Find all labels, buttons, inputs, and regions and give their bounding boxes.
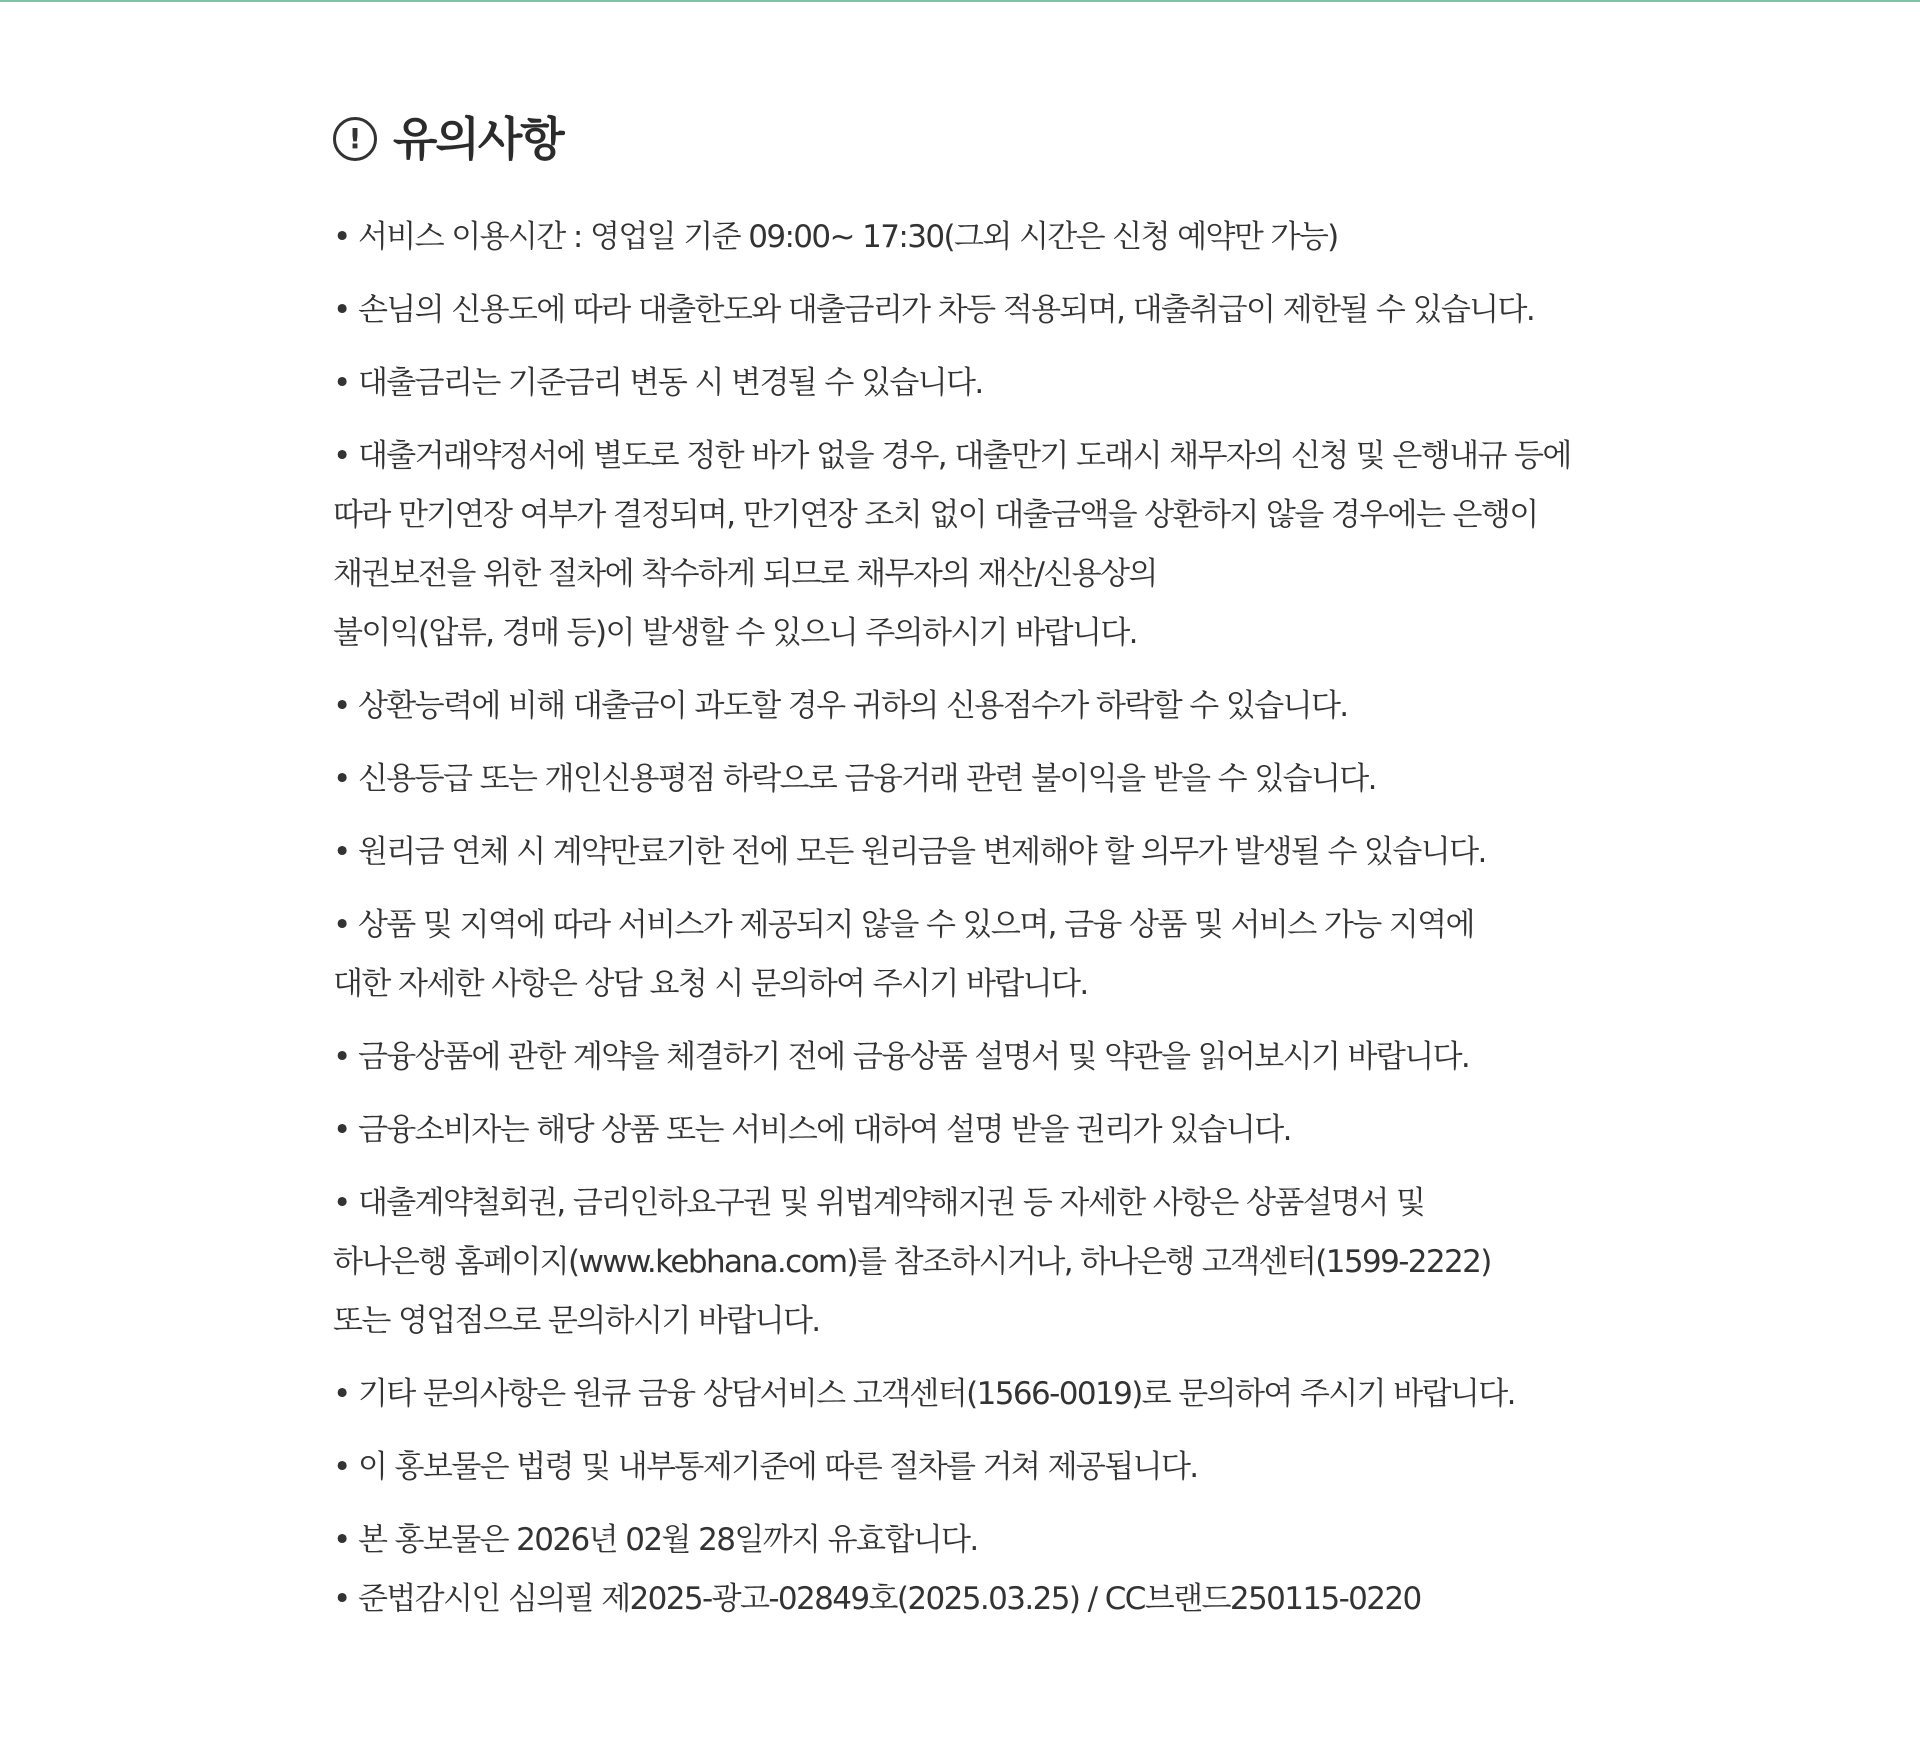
notice-header: [333, 104, 1703, 174]
notice-item-contact-center: • 기타 문의사항은 원큐 금융 상담서비스 고객센터(1566-0019)로 문의하여 주시기 바랍니다.: [333, 1376, 1515, 1412]
notice-item-withdrawal-rights: • 대출계약철회권, 금리인하요구권 및 위법계약해지권 등 자세한 사항은 상품설명서 및 하나은행 홈페이지(www.kebhana.com)를 참조하시거나, 하나은행 고객센터(1599-2222) 또는 영업점으로 문의하시기 바랍니다.: [333, 1185, 1491, 1339]
notice-item-consumer-rights: • 금융소비자는 해당 상품 또는 서비스에 대하여 설명 받을 권리가 있습니다.: [333, 1112, 1291, 1148]
notice-item-credit-score: • 상환능력에 비해 대출금이 과도할 경우 귀하의 신용점수가 하락할 수 있습니다.: [333, 688, 1348, 724]
top-divider: [0, 0, 1920, 2]
notice-item-read-terms: • 금융상품에 관한 계약을 체결하기 전에 금융상품 설명서 및 약관을 읽어보시기 바랍니다.: [333, 1039, 1470, 1075]
notice-item-overdue: • 원리금 연체 시 계약만료기한 전에 모든 원리금을 변제해야 할 의무가 발생될 수 있습니다.: [333, 834, 1486, 870]
notice-item-validity: • 본 홍보물은 2026년 02월 28일까지 유효합니다.: [333, 1522, 978, 1558]
notice-item-service-region: • 상품 및 지역에 따라 서비스가 제공되지 않을 수 있으며, 금융 상품 및 서비스 가능 지역에 대한 자세한 사항은 상담 요청 시 문의하여 주시기 바랍니다.: [333, 907, 1474, 1002]
notice-section: [333, 104, 1703, 1629]
notice-item-approval-number: • 준법감시인 심의필 제2025-광고-02849호(2025.03.25) / CC브랜드250115-0220: [333, 1581, 1421, 1617]
notice-item-maturity-extension: • 대출거래약정서에 별도로 정한 바가 없을 경우, 대출만기 도래시 채무자의 신청 및 은행내규 등에 따라 만기연장 여부가 결정되며, 만기연장 조치 없이 대출금액을 상환하지 않을 경우에는 은행이 채권보전을 위한 절차에 착수하게 되므로 채무자의 재산/신용상의 불이익(압류, 경매 등)이 발생할 수 있으니 주의하시기 바랍니다.: [333, 438, 1571, 651]
notice-title: 유의사항: [393, 112, 563, 166]
notice-item-credit-grade: • 신용등급 또는 개인신용평점 하락으로 금융거래 관련 불이익을 받을 수 있습니다.: [333, 761, 1376, 797]
exclamation-circle-icon: !: [333, 117, 377, 161]
notice-item-compliance: • 이 홍보물은 법령 및 내부통제기준에 따른 절차를 거쳐 제공됩니다.: [333, 1449, 1198, 1485]
notice-item-rate-change: • 대출금리는 기준금리 변동 시 변경될 수 있습니다.: [333, 365, 983, 401]
notice-item-credit-limit: • 손님의 신용도에 따라 대출한도와 대출금리가 차등 적용되며, 대출취급이 제한될 수 있습니다.: [333, 292, 1535, 328]
notice-item-service-hours: • 서비스 이용시간 : 영업일 기준 09:00~ 17:30(그외 시간은 신청 예약만 가능): [333, 219, 1338, 255]
notice-list: [333, 208, 1703, 1629]
